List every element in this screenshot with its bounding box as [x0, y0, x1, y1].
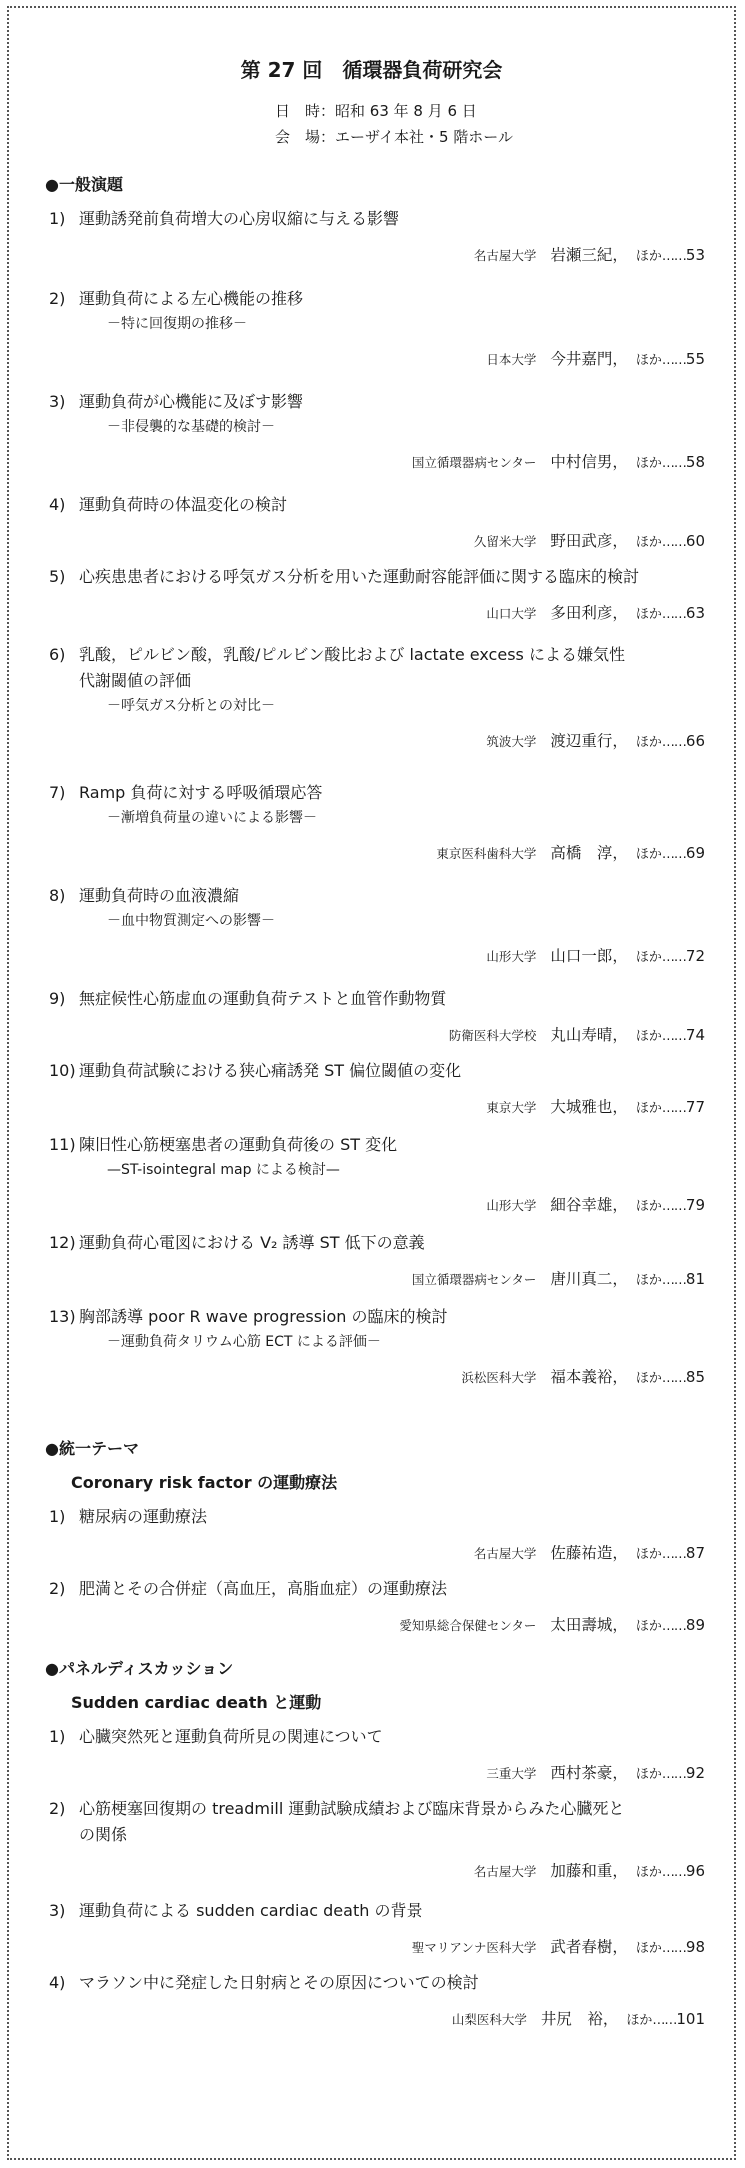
- author-name: 大城雅也，: [550, 1098, 628, 1116]
- author-etc: ほか: [635, 1273, 662, 1288]
- page-number: 69: [685, 844, 705, 862]
- list-item: [49, 564, 709, 626]
- item-title-text: 胸部誘導 poor R wave progression の臨床的検討: [79, 1307, 448, 1326]
- item-title-text: 運動負荷が心機能に及ぼす影響: [79, 392, 304, 411]
- section-unified-heading: ●統一テーマ: [45, 1439, 139, 1458]
- author-etc: ほか: [635, 1865, 662, 1880]
- list-item: [49, 1230, 709, 1292]
- item-author-line: [49, 1366, 709, 1390]
- author-affiliation: 久留米大学: [473, 534, 537, 549]
- item-number: 2): [49, 289, 66, 308]
- leader-dots: ……: [661, 1273, 686, 1288]
- author-name: 加藤和重，: [550, 1862, 628, 1880]
- leader-dots: ……: [661, 735, 686, 750]
- item-title-line: [49, 1132, 709, 1158]
- page-number: 87: [685, 1544, 705, 1562]
- leader-dots: ……: [652, 2013, 677, 2028]
- page-number: 92: [685, 1764, 705, 1782]
- item-number: 4): [49, 495, 66, 514]
- meta-date-value: 昭和 63 年 8 月 6 日: [335, 102, 477, 120]
- item-number: 13): [49, 1307, 76, 1326]
- page-number: 96: [685, 1862, 705, 1880]
- list-item: [49, 206, 709, 268]
- list-item: [49, 1796, 709, 1884]
- author-affiliation: 聖マリアンナ医科大学: [411, 1940, 537, 1955]
- item-number: 2): [49, 1579, 66, 1598]
- section-panel-heading: ●パネルディスカッション: [45, 1659, 234, 1678]
- item-title-line: [49, 1304, 709, 1330]
- item-subtitle: －運動負荷タリウム心筋 ECT による評価－: [107, 1334, 381, 1350]
- author-name: 高橋 淳，: [550, 844, 628, 862]
- author-etc: ほか: [635, 1619, 662, 1634]
- item-title-text: 肥満とその合併症（高血圧，高脂血症）の運動療法: [79, 1579, 448, 1598]
- author-name: 細谷幸雄，: [550, 1196, 628, 1214]
- item-author-line: [49, 1194, 709, 1218]
- item-subtitle: －非侵襲的な基礎的検討－: [107, 419, 275, 435]
- item-author-line: [49, 1024, 709, 1048]
- leader-dots: ……: [661, 1865, 686, 1880]
- author-name: 井尻 裕，: [540, 2010, 619, 2028]
- author-name: 丸山寿晴，: [550, 1026, 628, 1044]
- list-item: [49, 389, 709, 475]
- page-number: 53: [685, 246, 705, 264]
- item-title-text: 運動負荷時の体温変化の検討: [79, 495, 288, 514]
- item-title-text: の関係: [79, 1825, 128, 1844]
- meta-date-label: 日 時：: [275, 102, 336, 120]
- leader-dots: ……: [661, 456, 686, 471]
- item-number: 1): [49, 1507, 66, 1526]
- author-name: 山口一郎，: [550, 947, 628, 965]
- leader-dots: ……: [661, 1619, 686, 1634]
- list-item: [49, 286, 709, 372]
- author-affiliation: 山口大学: [486, 606, 537, 621]
- author-etc: ほか: [635, 1767, 662, 1782]
- item-subtitle: —ST-isointegral map による検討—: [107, 1162, 340, 1178]
- author-name: 渡辺重行，: [550, 732, 628, 750]
- item-author-line: [49, 530, 709, 554]
- author-name: 唐川真二，: [550, 1270, 628, 1288]
- author-name: 佐藤祐造，: [550, 1544, 628, 1562]
- author-etc: ほか: [635, 735, 662, 750]
- item-title-text: 運動負荷による左心機能の推移: [79, 289, 304, 308]
- author-name: 中村信男，: [550, 453, 628, 471]
- item-title-text: 心疾患患者における呼気ガス分析を用いた運動耐容能評価に関する臨床的検討: [79, 567, 640, 586]
- author-affiliation: 山梨医科大学: [451, 2012, 527, 2027]
- leader-dots: ……: [661, 1941, 686, 1956]
- document-title: 第 27 回 循環器負荷研究会: [240, 58, 503, 82]
- page-number: 74: [685, 1026, 705, 1044]
- page-number: 98: [685, 1938, 705, 1956]
- page-number: 77: [685, 1098, 705, 1116]
- item-number: 9): [49, 989, 66, 1008]
- author-affiliation: 日本大学: [486, 352, 537, 367]
- leader-dots: ……: [661, 1767, 686, 1782]
- item-subtitle: －特に回復期の推移－: [107, 316, 247, 332]
- item-title-line: [49, 492, 709, 518]
- item-title-line: [49, 1504, 709, 1530]
- list-item: [49, 1304, 709, 1390]
- item-author-line: [49, 1268, 709, 1292]
- author-affiliation: 防衛医科大学校: [448, 1028, 537, 1043]
- item-number: 6): [49, 645, 66, 664]
- item-title-text: 乳酸，ピルビン酸，乳酸/ピルビン酸比および lactate excess による嫌気性: [79, 645, 625, 664]
- page-number: 79: [685, 1196, 705, 1214]
- leader-dots: ……: [661, 607, 686, 622]
- item-author-line: [49, 244, 709, 268]
- page-number: 101: [676, 2010, 705, 2028]
- item-number: 12): [49, 1233, 76, 1252]
- panel-theme-title: Sudden cardiac death と運動: [71, 1693, 322, 1712]
- item-author-line: [49, 1096, 709, 1120]
- author-name: 今井嘉門，: [550, 350, 628, 368]
- author-affiliation: 筑波大学: [486, 734, 537, 749]
- author-affiliation: 名古屋大学: [473, 1546, 537, 1561]
- item-title-line: [49, 668, 709, 694]
- item-author-line: [49, 348, 709, 372]
- item-subtitle: －呼気ガス分析との対比－: [107, 698, 275, 714]
- page-number: 72: [685, 947, 705, 965]
- item-title-text: 心臓突然死と運動負荷所見の関連について: [79, 1727, 383, 1746]
- item-author-line: [49, 602, 709, 626]
- author-etc: ほか: [635, 950, 662, 965]
- author-affiliation: 名古屋大学: [473, 1864, 537, 1879]
- item-author-line: [49, 730, 709, 754]
- page-number: 63: [685, 604, 705, 622]
- item-title-line: [49, 389, 709, 415]
- page-number: 85: [685, 1368, 705, 1386]
- item-title-line: [49, 1576, 709, 1602]
- leader-dots: ……: [661, 1547, 686, 1562]
- item-title-line: [49, 780, 709, 806]
- item-number: 1): [49, 1727, 66, 1746]
- list-item: [49, 1724, 709, 1786]
- item-title-text: 代謝閾値の評価: [79, 671, 192, 690]
- item-title-text: Ramp 負荷に対する呼吸循環応答: [79, 783, 323, 802]
- list-item: [49, 1898, 709, 1960]
- item-title-line: [49, 1796, 709, 1822]
- author-affiliation: 山形大学: [486, 1198, 537, 1213]
- page-number: 60: [685, 532, 705, 550]
- item-title-text: 運動負荷心電図における V₂ 誘導 ST 低下の意義: [79, 1233, 425, 1252]
- item-number: 1): [49, 209, 66, 228]
- item-title-text: 無症候性心筋虚血の運動負荷テストと血管作動物質: [79, 989, 447, 1008]
- list-item: [49, 780, 709, 866]
- item-title-line: [49, 986, 709, 1012]
- author-etc: ほか: [635, 1547, 662, 1562]
- author-affiliation: 国立循環器病センター: [411, 455, 537, 470]
- page-number: 66: [685, 732, 705, 750]
- leader-dots: ……: [661, 950, 686, 965]
- author-etc: ほか: [635, 456, 662, 471]
- section-general-heading: ●一般演題: [45, 175, 123, 194]
- list-item: [49, 1132, 709, 1218]
- leader-dots: ……: [661, 1029, 686, 1044]
- list-item: [49, 883, 709, 969]
- author-etc: ほか: [635, 353, 662, 368]
- unified-theme-title: Coronary risk factor の運動療法: [71, 1473, 338, 1492]
- list-item: [49, 1970, 709, 2032]
- list-item: [49, 1576, 709, 1638]
- leader-dots: ……: [661, 847, 686, 862]
- page-number: 55: [685, 350, 705, 368]
- item-title-line: [49, 1970, 709, 1996]
- item-title-text: 運動誘発前負荷増大の心房収縮に与える影響: [79, 209, 400, 228]
- author-affiliation: 東京医科歯科大学: [436, 846, 537, 861]
- list-item: [49, 642, 709, 754]
- author-etc: ほか: [635, 1199, 662, 1214]
- author-etc: ほか: [635, 1029, 662, 1044]
- page-number: 58: [685, 453, 705, 471]
- item-number: 11): [49, 1135, 76, 1154]
- author-etc: ほか: [635, 535, 662, 550]
- list-item: [49, 1058, 709, 1120]
- item-title-line: [49, 642, 709, 668]
- item-title-line: [49, 1898, 709, 1924]
- meta-date: [275, 100, 477, 121]
- leader-dots: ……: [661, 1371, 686, 1386]
- item-number: 3): [49, 1901, 66, 1920]
- item-number: 5): [49, 567, 66, 586]
- author-affiliation: 三重大学: [486, 1766, 537, 1781]
- item-title-line: [49, 1822, 709, 1848]
- author-name: 西村茶豪，: [550, 1764, 628, 1782]
- item-subtitle: －漸増負荷量の違いによる影響－: [107, 810, 317, 826]
- item-number: 8): [49, 886, 66, 905]
- author-name: 武者春樹，: [550, 1938, 628, 1956]
- item-title-text: 糖尿病の運動療法: [79, 1507, 208, 1526]
- item-title-text: マラソン中に発症した日射病とその原因についての検討: [79, 1973, 479, 1992]
- item-title-line: [49, 206, 709, 232]
- item-author-line: [49, 1936, 709, 1960]
- item-title-text: 心筋梗塞回復期の treadmill 運動試験成績および臨床背景からみた心臓死と: [79, 1799, 625, 1818]
- item-author-line: [49, 1542, 709, 1566]
- item-title-text: 運動負荷による sudden cardiac death の背景: [79, 1901, 423, 1920]
- author-etc: ほか: [635, 1371, 662, 1386]
- page-number: 89: [685, 1616, 705, 1634]
- list-item: [49, 492, 709, 554]
- author-etc: ほか: [635, 249, 662, 264]
- item-title-text: 運動負荷試験における狭心痛誘発 ST 偏位閾値の変化: [79, 1061, 462, 1080]
- item-title-text: 陳旧性心筋梗塞患者の運動負荷後の ST 変化: [79, 1135, 398, 1154]
- item-author-line: [49, 451, 709, 475]
- item-number: 7): [49, 783, 66, 802]
- author-affiliation: 山形大学: [486, 949, 537, 964]
- author-affiliation: 東京大学: [486, 1100, 537, 1115]
- leader-dots: ……: [661, 1101, 686, 1116]
- author-affiliation: 浜松医科大学: [461, 1370, 537, 1385]
- item-number: 10): [49, 1061, 76, 1080]
- list-item: [49, 1504, 709, 1566]
- meta-venue-label: 会 場：: [275, 128, 336, 146]
- author-etc: ほか: [635, 847, 662, 862]
- item-number: 4): [49, 1973, 66, 1992]
- author-affiliation: 国立循環器病センター: [411, 1272, 537, 1287]
- author-name: 野田武彦，: [550, 532, 628, 550]
- author-name: 岩瀬三紀，: [550, 246, 628, 264]
- author-etc: ほか: [635, 1101, 662, 1116]
- item-author-line: [49, 1860, 709, 1884]
- item-title-line: [49, 1724, 709, 1750]
- item-subtitle: －血中物質測定への影響－: [107, 913, 275, 929]
- item-author-line: [49, 842, 709, 866]
- item-number: 2): [49, 1799, 66, 1818]
- author-affiliation: 愛知県総合保健センター: [399, 1618, 537, 1633]
- item-author-line: [49, 2008, 709, 2032]
- page-number: 81: [685, 1270, 705, 1288]
- item-number: 3): [49, 392, 66, 411]
- author-affiliation: 名古屋大学: [473, 248, 537, 263]
- item-title-line: [49, 564, 709, 590]
- item-title-line: [49, 1230, 709, 1256]
- item-title-line: [49, 1058, 709, 1084]
- leader-dots: ……: [661, 353, 686, 368]
- leader-dots: ……: [661, 249, 686, 264]
- item-author-line: [49, 1762, 709, 1786]
- item-title-line: [49, 883, 709, 909]
- leader-dots: ……: [661, 1199, 686, 1214]
- item-title-line: [49, 286, 709, 312]
- author-etc: ほか: [635, 1941, 662, 1956]
- item-title-text: 運動負荷時の血液濃縮: [79, 886, 240, 905]
- author-name: 太田壽城，: [550, 1616, 628, 1634]
- item-author-line: [49, 1614, 709, 1638]
- author-name: 福本義裕，: [550, 1368, 628, 1386]
- document-page: [7, 6, 736, 2160]
- meta-venue-value: エーザイ本社・5 階ホール: [335, 128, 513, 146]
- author-etc: ほか: [626, 2013, 653, 2028]
- author-etc: ほか: [635, 607, 662, 622]
- meta-venue: [275, 126, 513, 147]
- leader-dots: ……: [661, 535, 686, 550]
- item-author-line: [49, 945, 709, 969]
- author-name: 多田利彦，: [550, 604, 628, 622]
- list-item: [49, 986, 709, 1048]
